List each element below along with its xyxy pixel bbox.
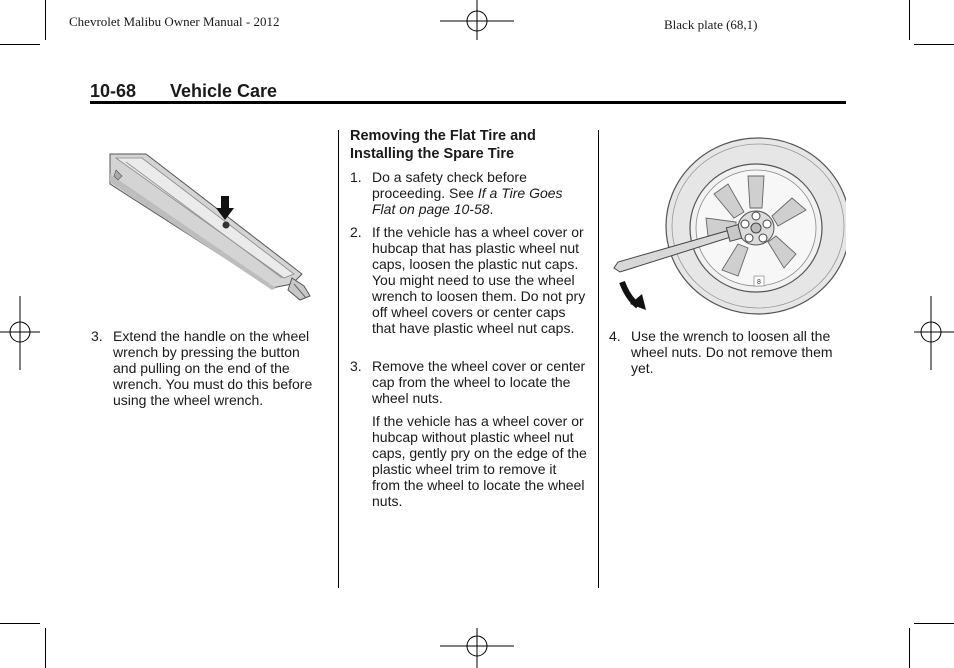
step-4-loosen-nuts [609, 328, 845, 376]
section-title: Vehicle Care [170, 81, 278, 101]
plate-label: Black plate (68,1) [664, 17, 758, 32]
header-rule [90, 101, 846, 104]
step-number: 1. [350, 169, 362, 185]
figure-label: 8 [757, 279, 761, 286]
cross-reference-link[interactable]: If a Tire Goes Flat on page 10-58 [372, 185, 563, 217]
step-text: Do a safety check before proceeding. See [372, 169, 527, 201]
step-3-remove-cover [350, 358, 588, 406]
registration-mark-top [440, 0, 516, 44]
step-text: If the vehicle has a wheel cover or hubcap that has plastic wheel nut caps, loosen the plastic nut caps. You might need to use the wheel wrench to loosen them. Do not pry off wheel covers or center caps that have plastic wheel nut caps. [372, 224, 586, 336]
step-text: Extend the handle on the wheel wrench by pressing the button and pulling on the end of the wrench. You must do this before using the wheel wrench. [113, 328, 313, 408]
wheel-wrench-illustration [106, 150, 312, 302]
registration-mark-bottom [440, 626, 516, 668]
page-number: 10-68 [90, 81, 137, 101]
step-text: Use the wrench to loosen all the wheel nuts. Do not remove them yet. [631, 328, 833, 376]
section-heading: Removing the Flat Tire and Installing the Spare Tire [350, 128, 536, 162]
step-3-paragraph: If the vehicle has a wheel cover or hubcap without plastic wheel nut caps, gently pry on the edge of the plastic wheel trim to remove it from the wheel to locate the wheel nuts. [372, 413, 587, 509]
manual-title: Chevrolet Malibu Owner Manual - 2012 [69, 14, 280, 29]
step-number: 3. [91, 328, 103, 344]
column-divider-2 [598, 130, 599, 588]
registration-mark-left [0, 296, 42, 372]
step-2-nut-caps [350, 224, 588, 336]
step-number: 2. [350, 224, 362, 240]
step-1-safety-check [350, 169, 588, 217]
step-3-extend-handle [91, 328, 327, 408]
registration-mark-right [912, 296, 954, 372]
step-number: 4. [609, 328, 621, 344]
step-text-end: . [489, 201, 494, 217]
step-number: 3. [350, 358, 362, 374]
column-divider-1 [338, 130, 339, 588]
step-text: Remove the wheel cover or center cap from the wheel to locate the wheel nuts. [372, 358, 586, 406]
tire-and-wrench-illustration [610, 136, 846, 316]
